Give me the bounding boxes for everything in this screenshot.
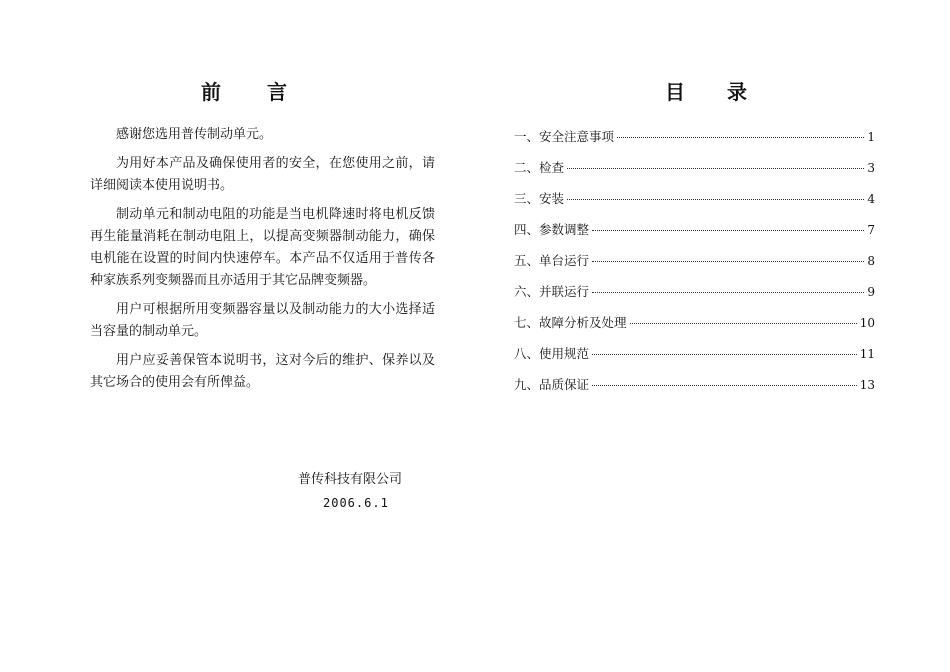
preface-title-char-1: 前 <box>201 80 222 104</box>
toc-leader-dots <box>592 354 857 355</box>
toc-item-page: 3 <box>867 161 875 175</box>
toc-leader-dots <box>617 137 864 138</box>
toc-title-char-2: 录 <box>727 80 748 104</box>
toc-item[interactable] <box>514 282 875 313</box>
toc-leader-dots <box>567 199 864 200</box>
toc-item[interactable] <box>514 127 875 158</box>
toc-leader-dots <box>592 261 864 262</box>
toc-item-label: 六、并联运行 <box>514 284 590 299</box>
preface-paragraph: 用户应妥善保管本说明书，这对今后的维护、保养以及其它场合的使用会有所俾益。 <box>90 353 435 390</box>
toc-leader-dots <box>592 385 857 386</box>
toc-leader-dots <box>592 230 864 231</box>
toc-item-label: 八、使用规范 <box>514 346 590 361</box>
toc-item[interactable] <box>514 158 875 189</box>
toc-item-label: 二、检查 <box>514 160 565 175</box>
toc-item[interactable] <box>514 313 875 344</box>
preface-paragraph: 感谢您选用普传制动单元。 <box>116 127 273 142</box>
toc-item-page: 7 <box>867 223 875 237</box>
toc-leader-dots <box>592 292 864 293</box>
company-name: 普传科技有限公司 <box>298 472 403 487</box>
toc-item[interactable] <box>514 189 875 220</box>
preface-title-char-2: 言 <box>267 80 288 104</box>
preface-body <box>90 124 435 401</box>
preface-paragraph: 用户可根据所用变频器容量以及制动能力的大小选择适当容量的制动单元。 <box>90 302 435 339</box>
preface-title <box>201 76 288 105</box>
toc-title <box>665 76 748 105</box>
publish-date: 2006.6.1 <box>323 496 389 510</box>
toc-page <box>475 0 950 672</box>
preface-paragraph: 制动单元和制动电阻的功能是当电机降速时将电机反馈再生能量消耗在制动电阻上，以提高变频器制动能力，确保电机能在设置的时间内快速停车。本产品不仅适用于普传各种家族系列变频器而且亦适用于其它品牌变频器。 <box>90 207 435 288</box>
toc-item[interactable] <box>514 251 875 282</box>
toc-leader-dots <box>567 168 864 169</box>
toc-item-page: 9 <box>867 285 875 299</box>
toc-leader-dots <box>630 323 857 324</box>
toc-item-label: 三、安装 <box>514 191 565 206</box>
toc-item-page: 13 <box>859 378 875 392</box>
toc-list <box>514 127 875 406</box>
toc-item[interactable] <box>514 344 875 375</box>
toc-item-page: 1 <box>867 130 875 144</box>
preface-paragraph: 为用好本产品及确保使用者的安全，在您使用之前，请详细阅读本使用说明书。 <box>90 156 435 193</box>
toc-item-page: 11 <box>859 347 875 361</box>
toc-item[interactable] <box>514 375 875 406</box>
toc-item[interactable] <box>514 220 875 251</box>
toc-item-label: 四、参数调整 <box>514 222 590 237</box>
toc-item-page: 4 <box>867 192 875 206</box>
toc-item-page: 8 <box>867 254 875 268</box>
toc-title-char-1: 目 <box>665 80 686 104</box>
toc-item-page: 10 <box>859 316 875 330</box>
toc-item-label: 九、品质保证 <box>514 377 590 392</box>
toc-item-label: 一、安全注意事项 <box>514 129 615 144</box>
toc-item-label: 七、故障分析及处理 <box>514 315 627 330</box>
toc-item-label: 五、单台运行 <box>514 253 590 268</box>
